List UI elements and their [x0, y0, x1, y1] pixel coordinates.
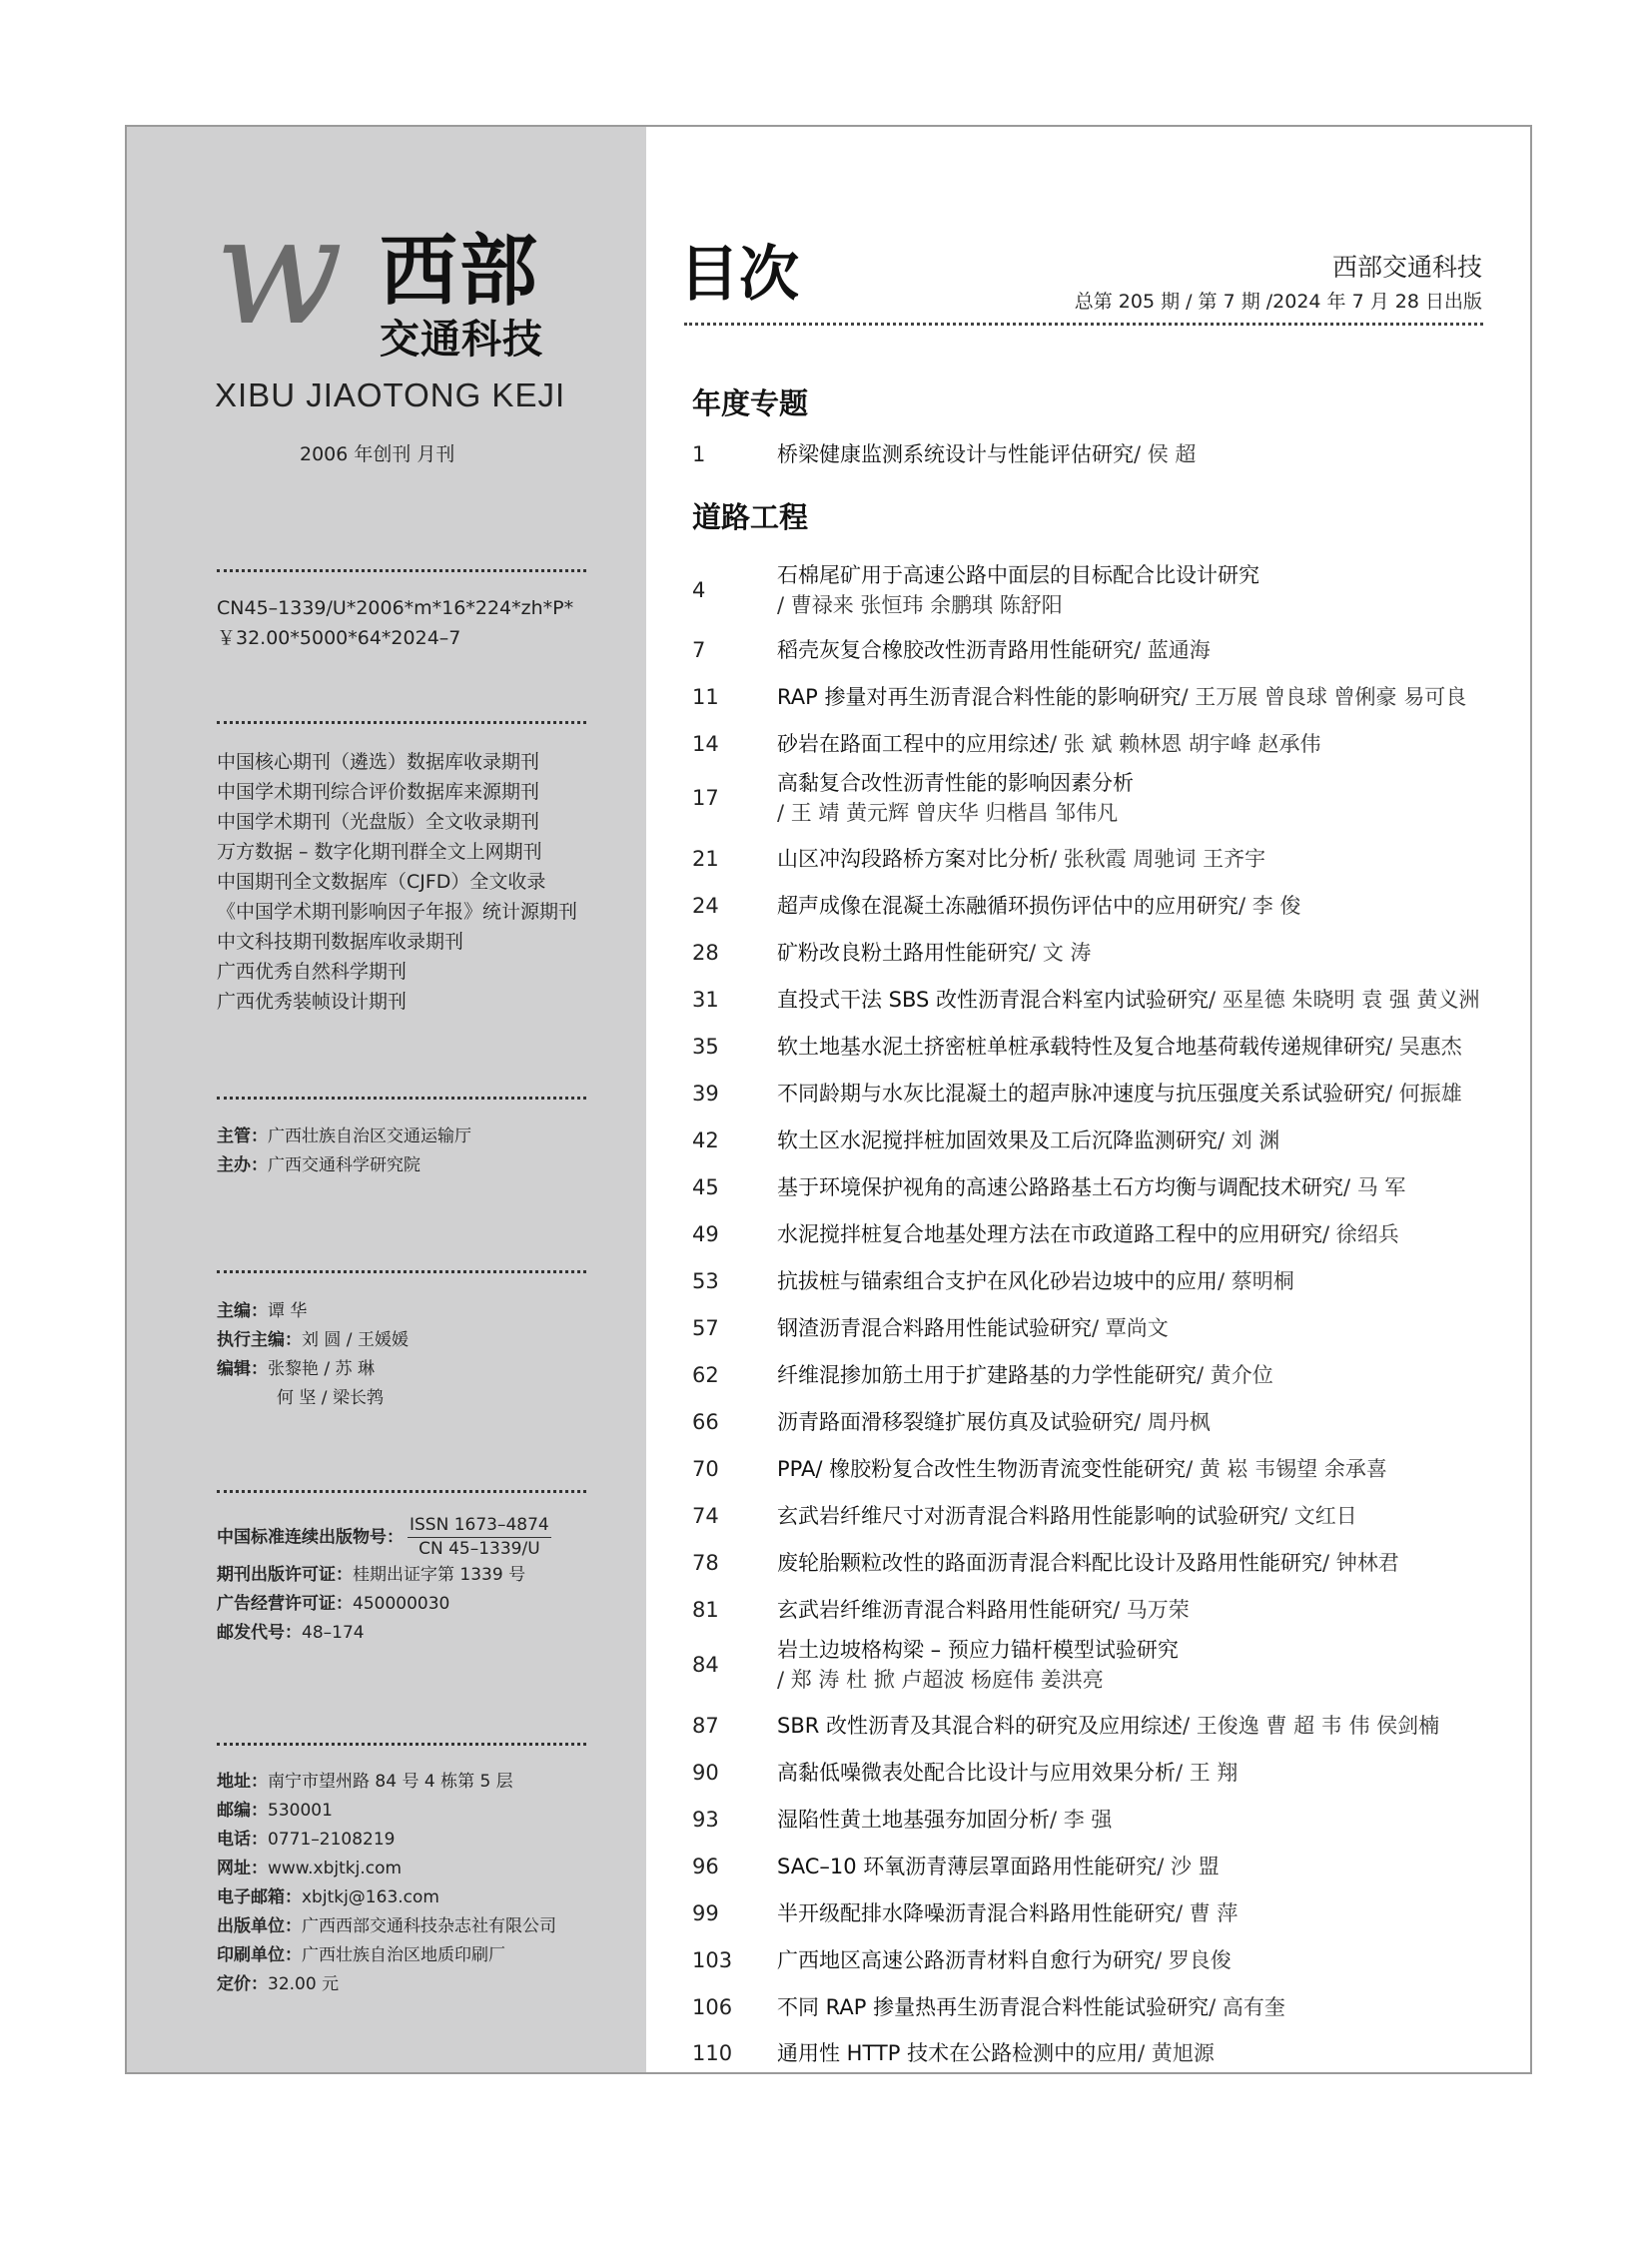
database-item: 中国核心期刊（遴选）数据库收录期刊 — [217, 751, 540, 773]
toc-page: 17 — [692, 786, 719, 810]
sponsor-value: 广西壮族自治区交通运输厅 — [268, 1126, 471, 1146]
contact-label: 印刷单位： — [217, 1945, 302, 1965]
toc-title: 高黏低噪微表处配合比设计与应用效果分析 — [777, 1761, 1176, 1785]
sponsor-value: 广西交通科学研究院 — [268, 1155, 420, 1175]
journal-name: 西部交通科技 — [1331, 253, 1482, 282]
toc-title: 稻壳灰复合橡胶改性沥青路用性能研究 — [777, 638, 1134, 662]
database-item: 《中国学术期刊影响因子年报》统计源期刊 — [217, 901, 578, 923]
contact-label: 邮编： — [217, 1801, 268, 1821]
toc-authors: / 曹 萍 — [1176, 1901, 1239, 1925]
toc-title: 软土区水泥搅拌桩加固效果及工后沉降监测研究 — [777, 1128, 1218, 1152]
database-item: 中国学术期刊（光盘版）全文收录期刊 — [217, 811, 540, 833]
toc-title: 不同 RAP 掺量热再生沥青混合料性能试验研究 — [777, 1995, 1210, 2019]
divider — [217, 721, 586, 724]
contact-label: 定价： — [217, 1974, 268, 1994]
toc-title: 直投式干法 SBS 改性沥青混合料室内试验研究 — [777, 988, 1210, 1012]
toc-page: 84 — [692, 1653, 719, 1677]
issn-box — [408, 1514, 551, 1561]
toc-authors: / 高有奎 — [1209, 1995, 1285, 2019]
permit-label: 期刊出版许可证： — [217, 1565, 353, 1585]
toc-page: 45 — [692, 1175, 719, 1199]
cn-code-line: ￥32.00*5000*64*2024–7 — [217, 627, 461, 649]
contact-label: 地址： — [217, 1772, 268, 1792]
toc-entry[interactable] — [692, 1635, 1521, 1695]
toc-authors: / 罗良俊 — [1155, 1948, 1232, 1972]
editor-info — [217, 1297, 409, 1413]
page-title: 目次 — [679, 240, 799, 310]
toc-authors: / 王 靖 黄元辉 曾庆华 归楷昌 邹伟凡 — [777, 801, 1119, 825]
toc-title: SAC–10 环氧沥青薄层罩面路用性能研究 — [777, 1855, 1158, 1878]
toc-authors: / 张 斌 赖林恩 胡宇峰 赵承伟 — [1050, 732, 1321, 756]
toc-page: 14 — [692, 732, 719, 756]
toc-page: 78 — [692, 1551, 719, 1575]
contact-label: 电子邮箱： — [217, 1887, 302, 1907]
contact-value: 广西壮族自治区地质印刷厂 — [302, 1945, 505, 1965]
toc-authors: / 郑 涛 杜 掀 卢超波 杨庭伟 姜洪亮 — [777, 1668, 1104, 1692]
divider — [217, 569, 586, 572]
toc-page: 24 — [692, 894, 719, 918]
database-item: 中国学术期刊综合评价数据库来源期刊 — [217, 781, 540, 803]
toc-page: 35 — [692, 1035, 719, 1059]
toc-authors: / 周丹枫 — [1134, 1410, 1211, 1434]
toc-page: 103 — [692, 1948, 733, 1972]
toc-page: 53 — [692, 1269, 719, 1293]
toc-page: 93 — [692, 1808, 719, 1832]
database-item: 中国期刊全文数据库（CJFD）全文收录 — [217, 871, 546, 893]
journal-logo — [215, 185, 574, 419]
toc-title: SBR 改性沥青及其混合料的研究及应用综述 — [777, 1714, 1184, 1738]
toc-authors: / 刘 渊 — [1218, 1128, 1280, 1152]
contact-value: 32.00 元 — [268, 1974, 340, 1994]
toc-title: 矿粉改良粉土路用性能研究 — [777, 941, 1029, 965]
editor-label: 编辑： — [217, 1359, 268, 1379]
cn-value: CN 45–1339/U — [418, 1539, 540, 1559]
sponsor-label: 主管： — [217, 1126, 268, 1146]
divider — [217, 1743, 586, 1746]
editor-value: 刘 圆 / 王媛媛 — [302, 1330, 409, 1350]
toc-authors: / 黄旭源 — [1138, 2041, 1215, 2065]
toc-title: 基于环境保护视角的高速公路路基土石方均衡与调配技术研究 — [777, 1175, 1343, 1199]
toc-authors: / 李 俊 — [1239, 894, 1301, 918]
toc-page: 90 — [692, 1761, 719, 1785]
toc-authors: / 文 涛 — [1029, 941, 1092, 965]
toc-authors: / 吴惠杰 — [1385, 1035, 1462, 1059]
toc-authors: / 侯 超 — [1134, 442, 1197, 466]
toc-page: 49 — [692, 1222, 719, 1246]
toc-authors: / 钟林君 — [1322, 1551, 1399, 1575]
divider — [217, 1270, 586, 1273]
toc-title: 湿陷性黄土地基强夯加固分析 — [777, 1808, 1050, 1832]
toc-title: 山区冲沟段路桥方案对比分析 — [777, 847, 1050, 871]
toc-title: 超声成像在混凝土冻融循环损伤评估中的应用研究 — [777, 894, 1239, 918]
contact-value: 广西西部交通科技杂志社有限公司 — [302, 1916, 556, 1936]
section-title: 年度专题 — [692, 386, 809, 420]
toc-title: 桥梁健康监测系统设计与性能评估研究 — [777, 442, 1134, 466]
toc-page: 96 — [692, 1855, 719, 1878]
toc-title: 高黏复合改性沥青性能的影响因素分析 — [777, 771, 1134, 795]
toc-page: 70 — [692, 1457, 719, 1481]
contact-value: 南宁市望州路 84 号 4 栋第 5 层 — [268, 1772, 513, 1792]
issue-info: 总第 205 期 / 第 7 期 /2024 年 7 月 28 日出版 — [1074, 291, 1482, 313]
contact-info — [217, 1768, 556, 1999]
publication-info — [217, 1514, 551, 1648]
editor-value: 何 坚 / 梁长鹁 — [277, 1388, 384, 1408]
divider — [217, 1097, 586, 1100]
std-label: 中国标准连续出版物号： — [217, 1527, 404, 1548]
toc-authors: / 蓝通海 — [1134, 638, 1211, 662]
toc-authors: / 黄介位 — [1197, 1363, 1273, 1387]
cn-code-line: CN45–1339/U*2006*m*16*224*zh*P* — [217, 597, 574, 619]
toc-page: 62 — [692, 1363, 719, 1387]
toc-authors: / 李 强 — [1050, 1808, 1113, 1832]
permit-value: 桂期出证字第 1339 号 — [353, 1565, 526, 1585]
toc-page: 106 — [692, 1995, 733, 2019]
toc-authors: / 覃尚文 — [1092, 1316, 1169, 1340]
toc-title: 抗拔桩与锚索组合支护在风化砂岩边坡中的应用 — [777, 1269, 1218, 1293]
toc-page: 57 — [692, 1316, 719, 1340]
editor-value: 谭 华 — [268, 1301, 308, 1321]
toc-authors: / 马 军 — [1343, 1175, 1406, 1199]
toc-authors: / 马万荣 — [1113, 1598, 1190, 1622]
toc-page: 28 — [692, 941, 719, 965]
contact-value[interactable]: xbjtkj@163.com — [302, 1887, 439, 1907]
toc-page: 11 — [692, 685, 719, 709]
toc-page: 1 — [692, 442, 706, 466]
toc-title: 玄武岩纤维尺寸对沥青混合料路用性能影响的试验研究 — [777, 1504, 1280, 1528]
section-title: 道路工程 — [692, 500, 809, 534]
editor-label: 执行主编： — [217, 1330, 302, 1350]
toc-authors: / 徐绍兵 — [1322, 1222, 1399, 1246]
toc-entry[interactable] — [692, 768, 1521, 828]
toc-title: RAP 掺量对再生沥青混合料性能的影响研究 — [777, 685, 1182, 709]
database-item: 万方数据 – 数字化期刊群全文上网期刊 — [217, 841, 542, 863]
contact-label: 网址： — [217, 1859, 268, 1878]
toc-title: 玄武岩纤维沥青混合料路用性能研究 — [777, 1598, 1113, 1622]
toc-authors: / 王 翔 — [1176, 1761, 1239, 1785]
toc-authors: / 黄 崧 韦锡望 余承喜 — [1186, 1457, 1387, 1481]
toc-title: 广西地区高速公路沥青材料自愈行为研究 — [777, 1948, 1155, 1972]
toc-title: 不同龄期与水灰比混凝土的超声脉冲速度与抗压强度关系试验研究 — [777, 1082, 1385, 1106]
contact-label: 电话： — [217, 1830, 268, 1850]
toc-page: 7 — [692, 638, 706, 662]
cn-code — [217, 593, 573, 653]
toc-authors: / 王万展 曾良球 曾俐豪 易可良 — [1181, 685, 1467, 709]
post-value: 48–174 — [302, 1623, 365, 1643]
toc-page: 42 — [692, 1128, 719, 1152]
contact-value: 0771–2108219 — [268, 1830, 396, 1850]
toc-title: 砂岩在路面工程中的应用综述 — [777, 732, 1050, 756]
database-item: 广西优秀装帧设计期刊 — [217, 991, 408, 1013]
database-list — [217, 747, 577, 1017]
logo-w-mark: w — [215, 185, 336, 359]
toc-authors: / 何振雄 — [1385, 1082, 1462, 1106]
header-divider — [684, 323, 1483, 326]
toc-title: 半开级配排水降噪沥青混合料路用性能研究 — [777, 1901, 1176, 1925]
toc-page: 99 — [692, 1901, 719, 1925]
contact-value: 530001 — [268, 1801, 333, 1821]
database-item: 广西优秀自然科学期刊 — [217, 961, 408, 983]
sponsor-info — [217, 1122, 471, 1180]
issn-value: ISSN 1673–4874 — [408, 1514, 551, 1538]
editor-label: 主编： — [217, 1301, 268, 1321]
toc-authors: / 王俊逸 曹 超 韦 伟 侯剑楠 — [1183, 1714, 1440, 1738]
logo-pinyin: XIBU JIAOTONG KEJI — [215, 376, 566, 413]
editor-value: 张黎艳 / 苏 琳 — [268, 1359, 375, 1379]
toc-page: 66 — [692, 1410, 719, 1434]
toc-title: PPA/ 橡胶粉复合改性生物沥青流变性能研究 — [777, 1457, 1187, 1481]
toc-page: 31 — [692, 988, 719, 1012]
toc-authors: / 巫星德 朱晓明 袁 强 黄义洲 — [1209, 988, 1480, 1012]
toc-authors: / 文红日 — [1280, 1504, 1357, 1528]
toc-page: 87 — [692, 1714, 719, 1738]
toc-title: 纤维混掺加筋土用于扩建路基的力学性能研究 — [777, 1363, 1197, 1387]
ad-value: 450000030 — [353, 1594, 450, 1614]
logo-subtitle: 交通科技 — [380, 317, 543, 363]
toc-title: 岩土边坡格构梁 – 预应力锚杆模型试验研究 — [777, 1638, 1179, 1662]
toc-page: 110 — [692, 2041, 733, 2065]
toc-title: 水泥搅拌桩复合地基处理方法在市政道路工程中的应用研究 — [777, 1222, 1322, 1246]
divider — [217, 1490, 586, 1493]
toc-authors: / 沙 盟 — [1157, 1855, 1220, 1878]
logo-title: 西部 — [380, 227, 540, 317]
toc-authors: / 张秋霞 周驰词 王齐宇 — [1050, 847, 1266, 871]
database-item: 中文科技期刊数据库收录期刊 — [217, 931, 464, 953]
toc-page: 74 — [692, 1504, 719, 1528]
contact-value[interactable]: www.xbjtkj.com — [268, 1859, 403, 1878]
toc-title: 软土地基水泥土挤密桩单桩承载特性及复合地基荷载传递规律研究 — [777, 1035, 1385, 1059]
toc-page: 81 — [692, 1598, 719, 1622]
toc-title: 石棉尾矿用于高速公路中面层的目标配合比设计研究 — [777, 563, 1259, 587]
post-label: 邮发代号： — [217, 1623, 302, 1643]
toc-page: 21 — [692, 847, 719, 871]
toc-entry[interactable] — [692, 560, 1521, 620]
toc-authors: / 曹禄来 张恒玮 余鹏琪 陈舒阳 — [777, 593, 1063, 617]
toc-title: 沥青路面滑移裂缝扩展仿真及试验研究 — [777, 1410, 1134, 1434]
toc-page: 39 — [692, 1082, 719, 1106]
founded-info: 2006 年创刊 月刊 — [300, 443, 455, 465]
contact-label: 出版单位： — [217, 1916, 302, 1936]
toc-title: 钢渣沥青混合料路用性能试验研究 — [777, 1316, 1092, 1340]
toc-authors: / 蔡明桐 — [1218, 1269, 1294, 1293]
toc-page: 4 — [692, 578, 706, 602]
ad-label: 广告经营许可证： — [217, 1594, 353, 1614]
toc-title: 废轮胎颗粒改性的路面沥青混合料配比设计及路用性能研究 — [777, 1551, 1322, 1575]
sponsor-label: 主办： — [217, 1155, 268, 1175]
toc-title: 通用性 HTTP 技术在公路检测中的应用 — [777, 2041, 1139, 2065]
